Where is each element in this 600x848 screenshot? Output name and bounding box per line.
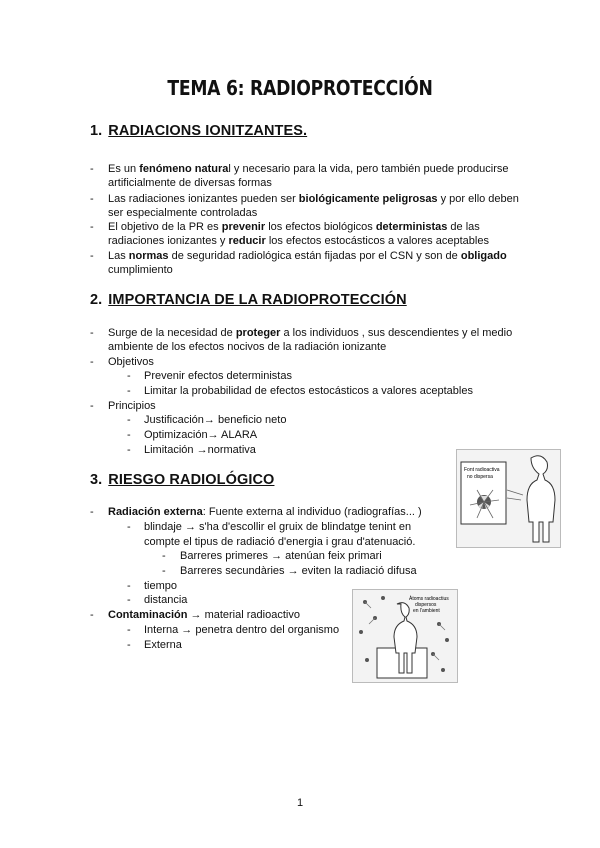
text-line: Limitar la probabilidad de efectos estocásticos a valores aceptables: [144, 385, 473, 397]
figure-label: en l'ambient: [413, 608, 440, 614]
external-radiation-illustration: [457, 450, 560, 547]
text-line: Las radiaciones ionizantes pueden ser biológicamente peligrosas y por ello deben: [108, 193, 519, 205]
text-line: Barreres secundàries → eviten la radiació difusa: [180, 565, 417, 577]
bullet-dash: -: [127, 414, 131, 426]
bullet-dash: -: [127, 580, 131, 592]
section-title: IMPORTANCIA DE LA RADIOPROTECCIÓN: [108, 292, 407, 308]
bullet-dash: -: [127, 639, 131, 651]
page-number: 1: [296, 797, 304, 809]
section-heading-2: [90, 292, 407, 308]
section-number: 1.: [90, 123, 103, 139]
figure-label: Font radioactiva: [464, 467, 500, 473]
section-heading-1: [90, 123, 307, 139]
figure-label: no dispersa: [467, 474, 493, 480]
text-line: Justificación→ beneficio neto: [144, 414, 287, 426]
bullet-dash: -: [90, 609, 94, 621]
bullet-dash: -: [90, 356, 94, 368]
bullet-dash: -: [90, 163, 94, 175]
text-line: Optimización→ ALARA: [144, 429, 258, 441]
bullet-dash: -: [90, 221, 94, 233]
bullet-dash: -: [127, 370, 131, 382]
bullet-dash: -: [127, 594, 131, 606]
text-line: Interna → penetra dentro del organismo: [144, 624, 340, 636]
bullet-dash: -: [90, 327, 94, 339]
contamination-figure: [352, 589, 458, 683]
text-line: Limitación →normativa: [144, 444, 256, 456]
section-number: 2.: [90, 292, 103, 308]
external-radiation-figure: [456, 449, 561, 548]
figure-label: Àtoms radioactius: [409, 596, 449, 602]
bullet-dash: -: [127, 521, 131, 533]
text-line: Contaminación → material radioactivo: [108, 609, 300, 621]
text-line: blindaje → s'ha d'escollir el gruix de blindatge tenint en: [144, 521, 412, 533]
text-line: Las normas de seguridad radiológica están fijadas por el CSN y son de obligado: [108, 250, 507, 262]
text-line: compte el tipus de radiació d'energia i grau d'atenuació.: [144, 536, 416, 548]
bullet-dash: -: [90, 506, 94, 518]
bullet-dash: -: [127, 385, 131, 397]
text-line: Prevenir efectos deterministas: [144, 370, 292, 382]
text-line: distancia: [144, 594, 188, 606]
bullet-dash: -: [90, 400, 94, 412]
text-line: ambiente de los efectos nocivos de la radiación ionizante: [108, 341, 387, 353]
text-line: artificialmente de diversas formas: [108, 177, 272, 189]
text-line: cumplimiento: [108, 264, 173, 276]
section-number: 3.: [90, 472, 103, 488]
section-title: RIESGO RADIOLÓGICO: [108, 472, 275, 488]
figure-label: dispersos: [415, 602, 437, 608]
text-line: Externa: [144, 639, 182, 651]
bullet-dash: -: [127, 444, 131, 456]
bullet-dash: -: [127, 624, 131, 636]
section-title: RADIACIONS IONITZANTES.: [108, 123, 308, 139]
text-line: tiempo: [144, 580, 178, 592]
contamination-illustration: [353, 590, 457, 682]
bullet-dash: -: [90, 250, 94, 262]
bullet-dash: -: [162, 565, 166, 577]
text-line: ser especialmente controladas: [108, 207, 258, 219]
bullet-dash: -: [127, 429, 131, 441]
bullet-dash: -: [162, 550, 166, 562]
text-line: Radiación externa: Fuente externa al individuo (radiografías... ): [108, 506, 422, 518]
text-line: Objetivos: [108, 356, 154, 368]
text-line: Es un fenómeno natural y necesario para la vida, pero también puede producirse: [108, 163, 509, 175]
text-line: Surge de la necesidad de proteger a los individuos , sus descendientes y el medio: [108, 327, 513, 339]
bullet-dash: -: [90, 193, 94, 205]
text-line: Barreres primeres → atenúan feix primari: [180, 550, 382, 562]
text-line: El objetivo de la PR es prevenir los efectos biológicos deterministas de las: [108, 221, 480, 233]
text-line: radiaciones ionizantes y reducir los efectos estocásticos a valores aceptables: [108, 235, 489, 247]
section-heading-3: [90, 472, 274, 488]
page-title: TEMA 6: RADIOPROTECCIÓN: [167, 76, 433, 100]
text-line: Principios: [108, 400, 156, 412]
